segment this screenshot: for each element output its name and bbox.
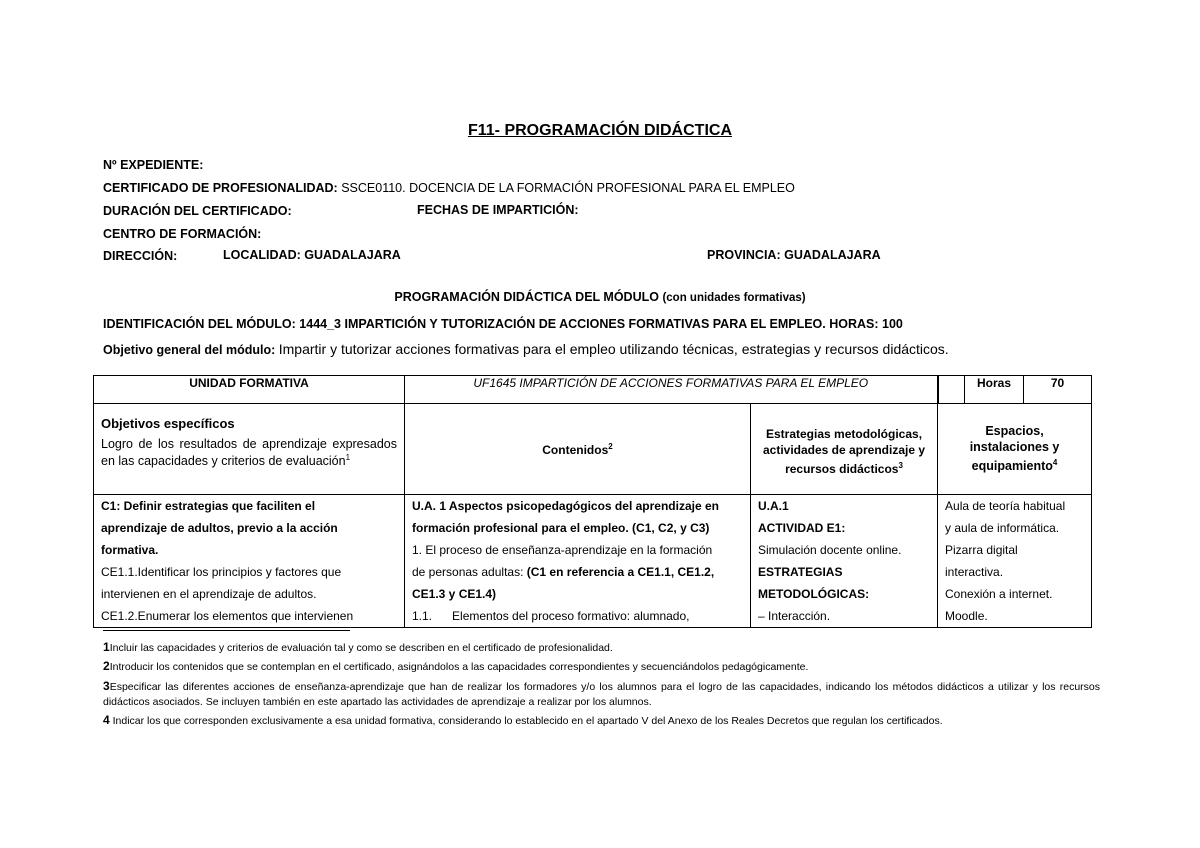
- col4-line: Pizarra digital: [945, 543, 1018, 557]
- footnote-text: Incluir las capacidades y criterios de evaluación tal y como se describen en el certificado de profesionalidad.: [109, 642, 613, 654]
- col2-line-part-bold: (C1 en referencia a CE1.1, CE1.2,: [526, 565, 715, 579]
- footnote-text: Introducir los contenidos que se contemplan en el certificado, asignándolos a las capacidades correspondientes y secuenciándolos pedagógicamente.: [109, 661, 809, 673]
- centro-line: [103, 226, 261, 242]
- col1-line: CE1.1.Identificar los principios y factores que: [101, 565, 342, 579]
- col3-line: Simulación docente online.: [758, 543, 902, 557]
- col2-content: [405, 495, 751, 628]
- localidad-value: GUADALAJARA: [304, 248, 401, 262]
- col3-title: Estrategias metodológicas, actividades de aprendizaje y recursos didácticos: [762, 426, 926, 476]
- modulo-identificacion: IDENTIFICACIÓN DEL MÓDULO: 1444_3 IMPARTICIÓN Y TUTORIZACIÓN DE ACCIONES FORMATIVAS PARA EL EMPLEO. HORAS: 100: [103, 317, 903, 331]
- footnote-2: [103, 659, 1100, 675]
- col2-title: Contenidos: [542, 442, 609, 457]
- col1-sub: [101, 437, 397, 468]
- col3-line: ACTIVIDAD E1:: [758, 521, 846, 535]
- col4-header: [938, 404, 1092, 495]
- provincia: [707, 248, 881, 262]
- horas-value: 70: [1024, 376, 1092, 404]
- certificado-label: CERTIFICADO DE PROFESIONALIDAD:: [103, 181, 338, 195]
- uf-spacer-cell: [938, 376, 965, 404]
- col2-header: [405, 404, 751, 495]
- page-title: F11- PROGRAMACIÓN DIDÁCTICA: [467, 122, 732, 139]
- footnote-number: 4: [103, 713, 110, 727]
- col3-line: – Interacción.: [758, 609, 831, 623]
- col1-sub-text: Logro de los resultados de aprendizaje expresados en las capacidades y criterios de evaluación: [101, 437, 397, 469]
- objetivo-value: Impartir y tutorizar acciones formativas para el empleo utilizando técnicas, estrategias y recursos didácticos.: [278, 341, 949, 357]
- certificado-value: SSCE0110. DOCENCIA DE LA FORMACIÓN PROFESIONAL PARA EL EMPLEO: [341, 181, 795, 195]
- footnote-number: 2: [103, 659, 110, 673]
- col1-line: aprendizaje de adultos, previo a la acción: [101, 521, 338, 535]
- col3-content: [751, 495, 938, 628]
- uf-row: [94, 376, 1092, 404]
- col3-header: [751, 404, 938, 495]
- col2-line: formación profesional para el empleo. (C1, C2, y C3): [412, 521, 710, 535]
- col2-line: U.A. 1 Aspectos psicopedagógicos del aprendizaje en: [412, 499, 719, 513]
- col1-line: intervienen en el aprendizaje de adultos.: [101, 587, 317, 601]
- col4-title: Espacios, instalaciones y equipamiento: [969, 424, 1060, 474]
- col4-line: interactiva.: [945, 565, 1004, 579]
- uf-value: UF1645 IMPARTICIÓN DE ACCIONES FORMATIVAS PARA EL EMPLEO: [405, 376, 938, 404]
- provincia-value: GUADALAJARA: [784, 248, 881, 262]
- footnote-text: Indicar los que corresponden exclusivamente a esa unidad formativa, considerando lo establecido en el apartado V del Anexo de los Reales Decretos que regulan los certificados.: [112, 715, 943, 727]
- centro-label: CENTRO DE FORMACIÓN:: [103, 227, 262, 241]
- col4-line: Aula de teoría habitual: [945, 499, 1066, 513]
- uf-label: UNIDAD FORMATIVA: [94, 376, 405, 404]
- col2-sup: 2: [608, 441, 613, 451]
- footnote-text: Especificar las diferentes acciones de enseñanza-aprendizaje que han de realizar los formadores y/o los alumnos para el logro de las capacidades, indicando los métodos didácticos a utilizar y los recursos didácticos asociados. Se incluyen también en este apartado las actividades de aprendizaje a realizar por los alumnos.: [103, 681, 1100, 708]
- header-row: [94, 404, 1092, 495]
- col1-line: C1: Definir estrategias que faciliten el: [101, 499, 316, 513]
- col1-sup: 1: [345, 453, 351, 462]
- footnote-number: 1: [103, 640, 110, 654]
- localidad: [223, 248, 401, 262]
- modulo-objetivo: [103, 341, 949, 357]
- col3-sup: 3: [898, 460, 903, 470]
- col4-sup: 4: [1052, 458, 1058, 468]
- footnote-1: [103, 640, 1100, 656]
- modulo-heading: [0, 290, 1200, 304]
- certificado-line: [103, 180, 795, 196]
- col2-line: CE1.3 y CE1.4): [412, 587, 497, 601]
- col3-line: U.A.1: [758, 499, 789, 513]
- content-row: [94, 495, 1092, 628]
- col2-line: 1.1. Elementos del proceso formativo: alumnado,: [412, 609, 690, 623]
- modulo-heading-text: PROGRAMACIÓN DIDÁCTICA DEL MÓDULO: [394, 290, 659, 304]
- expediente-line: [103, 157, 203, 173]
- direccion-line: [103, 248, 177, 264]
- footnote-3: [103, 679, 1100, 710]
- col4-line: Moodle.: [945, 609, 988, 623]
- col2-line-part: de personas adultas:: [412, 565, 524, 579]
- col1-title: Objetivos específicos: [101, 416, 235, 431]
- modulo-heading-suffix: (con unidades formativas): [662, 292, 806, 304]
- localidad-label: LOCALIDAD:: [223, 248, 301, 262]
- col4-content: [938, 495, 1092, 628]
- fechas-label: FECHAS DE IMPARTICIÓN:: [417, 203, 579, 217]
- objetivo-label: Objetivo general del módulo:: [103, 343, 276, 357]
- direccion-label: DIRECCIÓN:: [103, 249, 178, 263]
- col3-line: ESTRATEGIAS: [758, 565, 843, 579]
- col2-line: 1. El proceso de enseñanza-aprendizaje en la formación: [412, 543, 713, 557]
- col1-line: formativa.: [101, 543, 159, 557]
- col1-header: [94, 404, 405, 495]
- programacion-table: [93, 375, 1092, 628]
- footnote-4: [103, 713, 1100, 729]
- col4-line: Conexión a internet.: [945, 587, 1053, 601]
- duracion-label-line: [103, 203, 292, 219]
- duracion-label: DURACIÓN DEL CERTIFICADO:: [103, 204, 292, 218]
- horas-label: Horas: [965, 376, 1024, 404]
- expediente-label: Nº EXPEDIENTE:: [103, 158, 204, 172]
- col1-content: [94, 495, 405, 628]
- col1-line: CE1.2.Enumerar los elementos que intervienen: [101, 609, 354, 623]
- provincia-label: PROVINCIA:: [707, 248, 781, 262]
- col4-line: y aula de informática.: [945, 521, 1060, 535]
- footnote-number: 3: [103, 679, 110, 693]
- col3-line: METODOLÓGICAS:: [758, 587, 870, 601]
- footnote-separator: [103, 630, 350, 631]
- col2-line-mixed: [412, 561, 743, 583]
